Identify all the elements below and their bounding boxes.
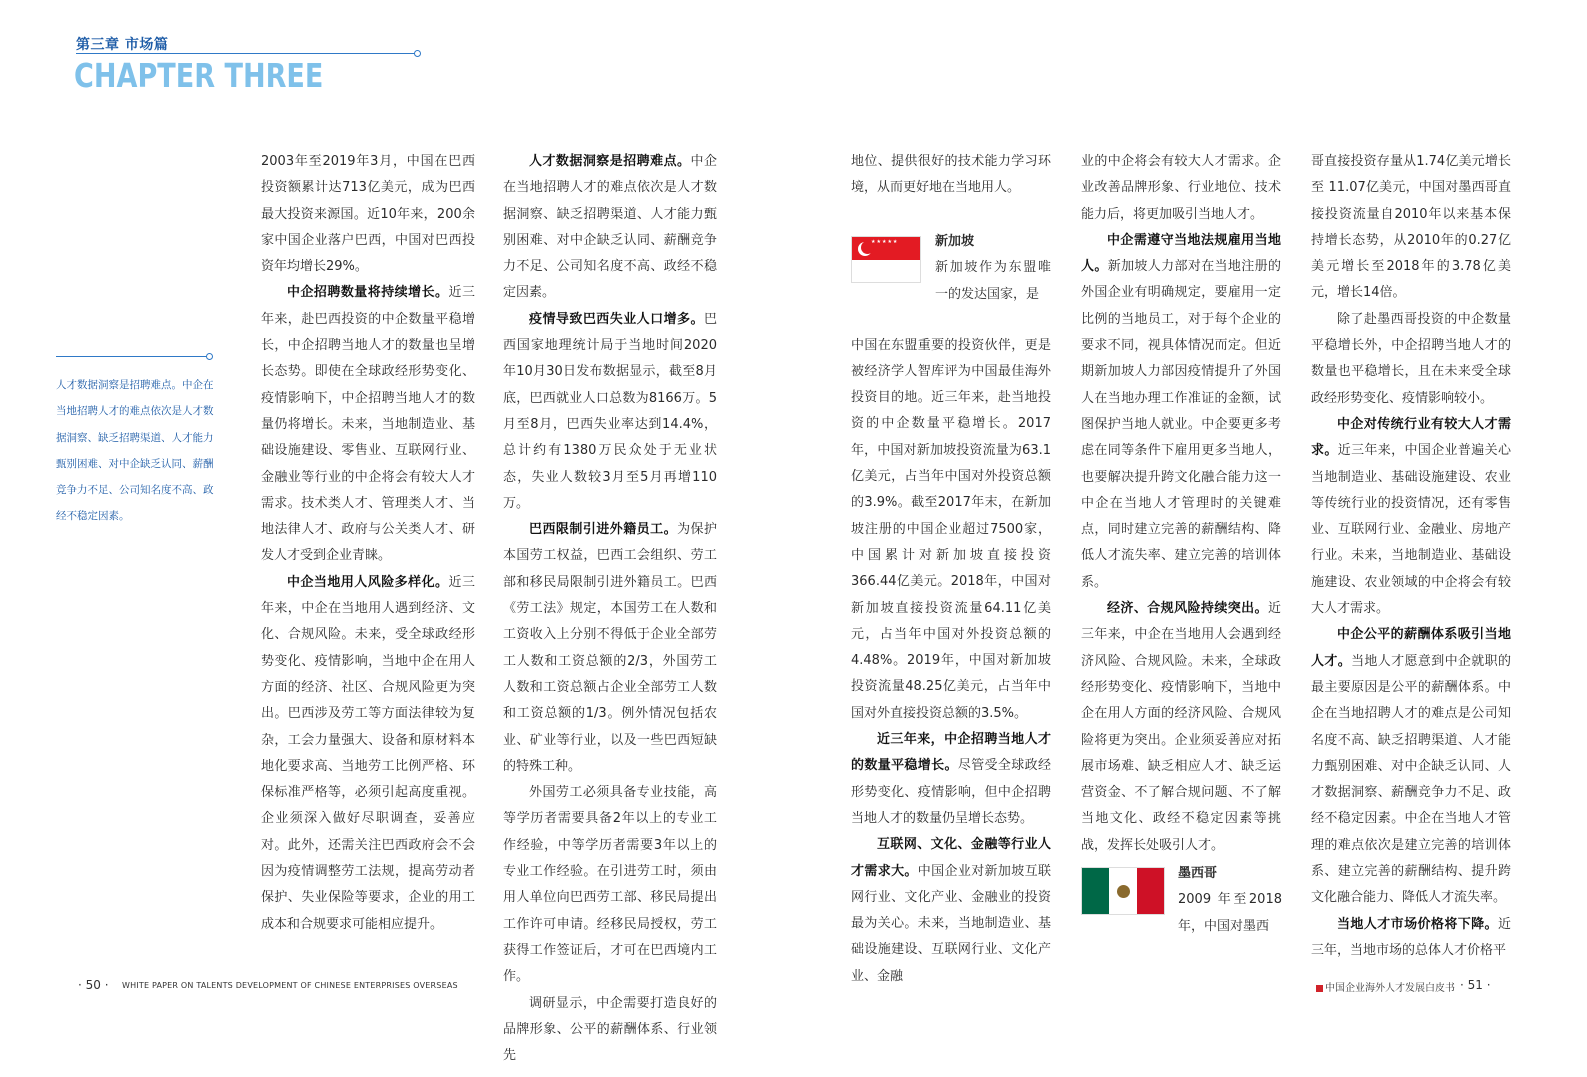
paragraph-heading: 互联网、文化、金融等行业人才需求大。	[851, 837, 1051, 879]
paragraph: 中国在东盟重要的投资伙伴，更是被经济学人智库评为中国最佳海外投资目的地。近三年来，赴当地投资的中企数量平稳增长。2017年，中国对新加坡投资流量为63.1亿美元，占当年中国对外投资总额的3.9%。截至2017年末，在新加坡注册的中国企业超过7500家，中国累计对新加坡直接投资366.44亿美元。2018年，中国对新加坡直接投资流量64.11亿美元，占当年中国对外投资总额的4.48%。2019年，中国对新加坡投资流量48.25亿美元，占当年中国对外直接投资总额的3.5%。	[851, 337, 1051, 721]
paragraph: 业的中企将会有较大人才需求。企业改善品牌形象、行业地位、技术能力后，将更加吸引当地人才。	[1081, 154, 1281, 222]
paragraph-heading: 中企招聘数量将持续增长。	[287, 285, 449, 301]
chapter-heading-en: CHAPTER THREE	[74, 56, 324, 95]
mexico-flag-icon	[1081, 867, 1165, 915]
singapore-flag-icon: ★★★★★	[851, 236, 921, 283]
paragraph-text: 当地人才愿意到中企就职的最主要原因是公平的薪酬体系。中企在当地招聘人才的难点是公司知名度不高、缺乏招聘渠道、人才能力甄别困难、对中企缺乏认同、人才数据洞察、薪酬竞争力不足、政经不稳定因素。中企在当地人才管理的难点依次是建立完善的培训体系、建立完善的薪酬结构、提升跨文化融合能力、降低人才流失率。	[1311, 653, 1511, 906]
paragraph-text: 中企在当地招聘人才的难点依次是人才数据洞察、缺乏招聘渠道、人才能力甄别困难、对中企缺乏认同、薪酬竞争力不足、公司知名度不高、政经不稳定因素。	[503, 154, 717, 301]
paragraph: 哥直接投资存量从1.74亿美元增长至 11.07亿美元，中国对墨西哥直接投资流量自2010年以来基本保持增长态势，从2010年的0.27亿美元增长至2018年的3.78亿美元，增长14倍。	[1311, 154, 1511, 301]
paragraph	[503, 307, 717, 517]
mexico-section-intro	[1178, 861, 1282, 940]
paragraph	[503, 517, 717, 780]
paragraph	[1081, 228, 1281, 596]
paragraph-text: 为保护本国劳工权益，巴西工会组织、劳工部和移民局限制引进外籍员工。巴西《劳工法》规定，本国劳工在人数和工资收入上分别不得低于企业全部劳工人数和工资总额的2/3，外国劳工人数和工资总额占企业全部劳工人数和工资总额的1/3。例外情况包括农业、矿业等行业，以及一些巴西短缺的特殊工种。	[503, 522, 717, 774]
paragraph-heading: 疫情导致巴西失业人口增多。	[529, 311, 704, 327]
text-column-4	[1081, 149, 1281, 859]
paragraph	[1311, 412, 1511, 622]
paragraph-heading: 中企需遵守当地法规雇用当地人。	[1081, 232, 1281, 275]
right-page-number: · 51 ·	[1460, 978, 1491, 992]
paragraph	[1081, 596, 1281, 859]
side-note: 人才数据洞察是招聘难点。中企在当地招聘人才的难点依次是人才数据洞察、缺乏招聘渠道、人才能力甄别困难、对中企缺乏认同、薪酬竞争力不足、公司知名度不高、政经不稳定因素。	[56, 379, 214, 523]
side-note-rule-dot	[206, 353, 213, 360]
paragraph	[851, 727, 1051, 832]
paragraph-text: 近三年来，中国企业普遍关心当地制造业、基础设施建设、农业等传统行业的投资情况，还有零售业、互联网行业、金融业、房地产行业。未来，当地制造业、基础设施建设、农业领域的中企将会有较大人才需求。	[1311, 443, 1511, 617]
paragraph-heading: 巴西限制引进外籍员工。	[529, 522, 678, 538]
left-running-title: WHITE PAPER ON TALENTS DEVELOPMENT OF CHINESE ENTERPRISES OVERSEAS	[122, 981, 458, 990]
text-column-2	[503, 149, 717, 1069]
paragraph-heading: 人才数据洞察是招聘难点。	[529, 154, 691, 169]
paragraph-text: 近三年，当地市场的总体人才价格平	[1311, 916, 1511, 958]
paragraph-heading: 中企当地用人风险多样化。	[287, 574, 449, 590]
paragraph-heading: 中企对传统行业有较大人才需求。	[1311, 416, 1511, 459]
paragraph: 外国劳工必须具备专业技能，高等学历者需要具备2年以上的专业工作经验，中等学历者需要3年以上的专业工作经验。在引进劳工时，须由用人单位向巴西劳工部、移民局提出工作许可申请。经移民局授权，劳工获得工作签证后，才可在巴西境内工作。	[503, 785, 717, 985]
paragraph: 新加坡作为东盟唯一的发达国家，是	[935, 260, 1051, 302]
paragraph-text: 新加坡人力部对在当地注册的外国企业有明确规定，要雇用一定比例的当地员工，对于每个企业的要求不同，视具体情况而定。但近期新加坡人力部因疫情提升了外国人在当地办理工作准证的金额，试图保护当地人就业。中企要更多考虑在同等条件下雇用更多当地人，也要解决提升跨文化融合能力这一中企在当地人才管理时的关键难点，同时建立完善的薪酬结构、降低人才流失率、建立完善的培训体系。	[1081, 259, 1281, 590]
paragraph: 除了赴墨西哥投资的中企数量平稳增长外，中企招聘当地人才的数量也平稳增长，且在未来受全球政经形势变化、疫情影响较小。	[1311, 311, 1511, 406]
paragraph	[261, 570, 475, 938]
country-heading: 墨西哥	[1178, 866, 1218, 881]
paragraph-text: 近三年来，赴巴西投资的中企数量平稳增长，中企招聘当地人才的数量也呈增长态势。即使在全球政经形势变化、疫情影响下，中企招聘当地人才的数量仍将增长。未来，当地制造业、基础设施建设、零售业、互联网行业、金融业等行业的中企将会有较大人才需求。技术类人才、管理类人才、当地法律人才、政府与公关类人才、研发人才受到企业青睐。	[261, 285, 475, 564]
paragraph-heading: 当地人才市场价格将下降。	[1337, 916, 1498, 932]
right-running-title	[1316, 979, 1455, 994]
chapter-rule	[76, 53, 416, 54]
paragraph	[851, 832, 1051, 990]
paragraph: 2009 年至2018年，中国对墨西	[1178, 892, 1282, 934]
singapore-section-intro	[935, 229, 1051, 308]
paragraph-heading: 近三年来，中企招聘当地人才的数量平稳增长。	[851, 732, 1051, 774]
paragraph-text: 近三年来，中企在当地用人会遇到经济风险、合规风险。未来，全球政经形势变化、疫情影响下，当地中企在用人方面的经济风险、合规风险将更为突出。企业须妥善应对拓展市场难、缺乏相应人才、缺乏运营资金、不了解合规问题、不了解当地文化、政经不稳定因素等挑战，发挥长处吸引人才。	[1081, 601, 1281, 853]
paragraph	[503, 149, 717, 307]
paragraph	[1311, 912, 1511, 965]
paragraph: 地位、提供很好的技术能力学习环境，从而更好地在当地用人。	[851, 154, 1051, 196]
text-column-1	[261, 149, 475, 938]
paragraph-heading: 经济、合规风险持续突出。	[1107, 601, 1268, 617]
paragraph	[261, 280, 475, 569]
paragraph-text: 巴西国家地理统计局于当地时间2020年10月30日发布数据显示，截至8月底，巴西就业人口总数为8166万。5月至8月，巴西失业率达到14.4%，总计约有1380万民众处于无业状态，失业人数较3月至5月再增110万。	[503, 311, 717, 511]
chapter-heading-cn: 第三章 市场篇	[76, 37, 169, 53]
paragraph-text: 中国企业对新加坡互联网行业、文化产业、金融业的投资最为关心。未来，当地制造业、基础设施建设、互联网行业、文化产业、金融	[851, 863, 1051, 984]
paragraph	[1311, 622, 1511, 911]
side-note-rule	[56, 356, 208, 357]
text-column-5	[1311, 149, 1511, 964]
chapter-rule-dot	[414, 50, 421, 57]
right-running-title-text: 中国企业海外人才发展白皮书	[1325, 983, 1455, 994]
paragraph-text: 尽管受全球政经形势变化、疫情影响，但中企招聘当地人才的数量仍呈增长态势。	[851, 758, 1051, 826]
paragraph: 调研显示，中企需要打造良好的品牌形象、公平的薪酬体系、行业领先	[503, 995, 717, 1064]
paragraph: 2003年至2019年3月，中国在巴西投资额累计达713亿美元，成为巴西最大投资来源国。近10年来，200余家中国企业落户巴西，中国对巴西投资年均增长29%。	[261, 154, 475, 275]
paragraph-text: 近三年来，中企在当地用人遇到经济、文化、合规风险。未来，受全球政经形势变化、疫情影响，当地中企在用人方面的经济、社区、合规风险更为突出。巴西涉及劳工等方面法律较为复杂，工会力量强大、设备和原材料本地化要求高、当地劳工比例严格、环保标准严格等，必须引起高度重视。企业须深入做好尽职调查，妥善应对。此外，还需关注巴西政府会不会因为疫情调整劳工法规，提高劳动者保护、失业保险等要求，企业的用工成本和合规要求可能相应提升。	[261, 574, 475, 932]
red-square-icon	[1316, 985, 1323, 992]
left-page-number: · 50 ·	[78, 978, 109, 992]
country-heading: 新加坡	[935, 234, 975, 249]
paragraph-heading: 中企公平的薪酬体系吸引当地人才。	[1311, 627, 1511, 669]
